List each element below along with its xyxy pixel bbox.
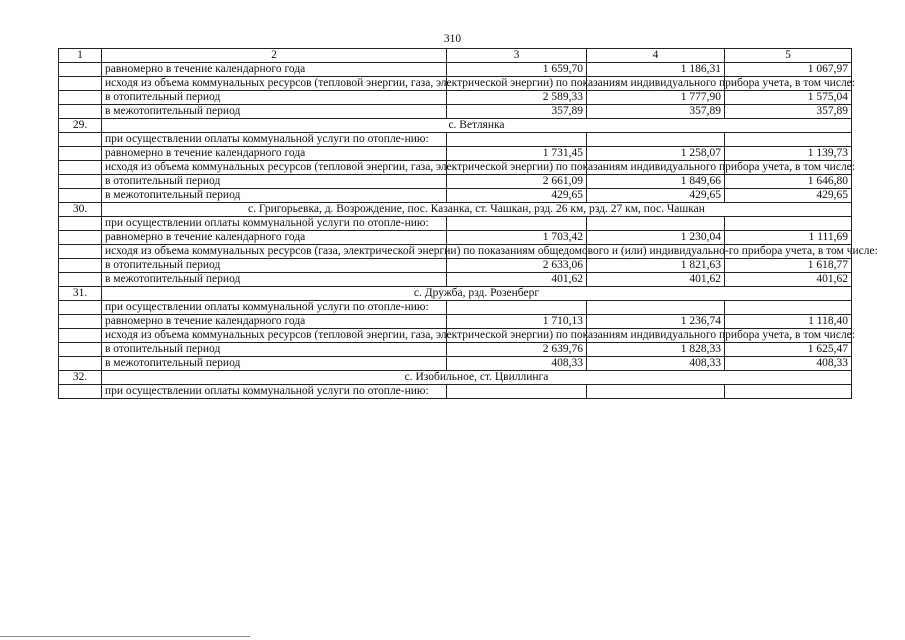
row-label: равномерно в течение календарного года <box>102 315 447 329</box>
value-cell-5: 1 111,69 <box>725 231 852 245</box>
row-label: равномерно в течение календарного года <box>102 147 447 161</box>
text-row <box>59 245 852 259</box>
value-cell-5: 429,65 <box>725 189 852 203</box>
row-label: равномерно в течение календарного года <box>102 231 447 245</box>
table-row <box>59 315 852 329</box>
row-number-cell <box>59 189 102 203</box>
row-number-cell <box>59 217 102 231</box>
value-cell-4: 1 258,07 <box>587 147 725 161</box>
row-number-cell <box>59 385 102 399</box>
value-cell-4: 401,62 <box>587 273 725 287</box>
value-cell-3 <box>447 301 587 315</box>
row-label: в межотопительный период <box>102 357 447 371</box>
value-cell-4: 1 821,63 <box>587 259 725 273</box>
value-cell-5: 1 618,77 <box>725 259 852 273</box>
text-row <box>59 301 852 315</box>
text-row <box>59 385 852 399</box>
table-row <box>59 189 852 203</box>
value-cell-4: 1 849,66 <box>587 175 725 189</box>
value-cell-3: 2 661,09 <box>447 175 587 189</box>
section-title: с. Изобильное, ст. Цвиллинга <box>102 371 852 385</box>
value-cell-4: 357,89 <box>587 105 725 119</box>
section-title: с. Дружба, рзд. Розенберг <box>102 287 852 301</box>
value-cell-5: 1 139,73 <box>725 147 852 161</box>
row-number-cell <box>59 231 102 245</box>
value-cell-5: 357,89 <box>725 105 852 119</box>
row-label: в межотопительный период <box>102 189 447 203</box>
value-cell-4: 408,33 <box>587 357 725 371</box>
value-cell-4: 1 230,04 <box>587 231 725 245</box>
value-cell-5 <box>725 385 852 399</box>
row-label: в межотопительный период <box>102 105 447 119</box>
bottom-rule <box>0 636 250 637</box>
section-title: с. Григорьевка, д. Возрождение, пос. Казанка, ст. Чашкан, рзд. 26 км, рзд. 27 км, пос. Чашкан <box>102 203 852 217</box>
tariff-table <box>58 48 878 399</box>
value-cell-4 <box>587 385 725 399</box>
row-label: в отопительный период <box>102 259 447 273</box>
table-row <box>59 91 852 105</box>
value-cell-4: 1 777,90 <box>587 91 725 105</box>
text-row <box>59 161 852 175</box>
value-cell-3: 2 589,33 <box>447 91 587 105</box>
row-number-cell <box>59 329 102 343</box>
value-cell-3: 2 639,76 <box>447 343 587 357</box>
page-number: 310 <box>443 33 462 45</box>
value-cell-4 <box>587 133 725 147</box>
row-number-cell <box>59 161 102 175</box>
row-number-cell <box>59 105 102 119</box>
value-cell-5: 1 067,97 <box>725 63 852 77</box>
value-cell-5: 1 575,04 <box>725 91 852 105</box>
row-label: исходя из объема коммунальных ресурсов (тепловой энергии, газа, электрической энергии) по показаниям индивидуального прибора учета, в том числе: <box>102 329 447 343</box>
table-row <box>59 175 852 189</box>
value-cell-4 <box>587 301 725 315</box>
table-row <box>59 273 852 287</box>
table-row <box>59 231 852 245</box>
text-row <box>59 329 852 343</box>
section-row <box>59 203 852 217</box>
header-cell-1: 1 <box>59 49 102 63</box>
value-cell-3: 1 710,13 <box>447 315 587 329</box>
row-label: равномерно в течение календарного года <box>102 63 447 77</box>
header-row <box>59 49 852 63</box>
value-cell-3 <box>447 217 587 231</box>
row-label: исходя из объема коммунальных ресурсов (газа, электрической энергии) по показаниям общедомового и (или) индивидуально-го прибора учета, в том числе: <box>102 245 447 259</box>
text-row <box>59 217 852 231</box>
row-number-cell <box>59 273 102 287</box>
value-cell-3: 1 659,70 <box>447 63 587 77</box>
table-row <box>59 147 852 161</box>
table-row <box>59 63 852 77</box>
row-label: в межотопительный период <box>102 273 447 287</box>
value-cell-3: 401,62 <box>447 273 587 287</box>
table-row <box>59 343 852 357</box>
row-number-cell <box>59 147 102 161</box>
row-number-cell <box>59 133 102 147</box>
value-cell-3: 429,65 <box>447 189 587 203</box>
value-cell-5: 1 646,80 <box>725 175 852 189</box>
section-title: с. Ветлянка <box>102 119 852 133</box>
value-cell-3: 1 703,42 <box>447 231 587 245</box>
value-cell-5: 1 625,47 <box>725 343 852 357</box>
table-row <box>59 259 852 273</box>
table-body <box>59 49 878 399</box>
value-cell-4: 429,65 <box>587 189 725 203</box>
row-number-cell <box>59 301 102 315</box>
value-cell-4 <box>587 217 725 231</box>
row-number-cell <box>59 91 102 105</box>
section-number: 29. <box>59 119 102 133</box>
value-cell-3: 408,33 <box>447 357 587 371</box>
value-cell-3 <box>447 385 587 399</box>
value-cell-3: 1 731,45 <box>447 147 587 161</box>
row-label: при осуществлении оплаты коммунальной услуги по отопле-нию: <box>102 217 447 231</box>
text-row <box>59 77 852 91</box>
value-cell-4: 1 236,74 <box>587 315 725 329</box>
value-cell-4: 1 828,33 <box>587 343 725 357</box>
value-cell-3: 357,89 <box>447 105 587 119</box>
section-number: 32. <box>59 371 102 385</box>
value-cell-3 <box>447 133 587 147</box>
table-row <box>59 105 852 119</box>
row-number-cell <box>59 259 102 273</box>
row-label: при осуществлении оплаты коммунальной услуги по отопле-нию: <box>102 301 447 315</box>
value-cell-5: 1 118,40 <box>725 315 852 329</box>
row-number-cell <box>59 343 102 357</box>
row-number-cell <box>59 315 102 329</box>
row-label: при осуществлении оплаты коммунальной услуги по отопле-нию: <box>102 385 447 399</box>
section-row <box>59 371 852 385</box>
text-row <box>59 133 852 147</box>
row-number-cell <box>59 175 102 189</box>
header-cell-5: 5 <box>725 49 852 63</box>
row-label: при осуществлении оплаты коммунальной услуги по отопле-нию: <box>102 133 447 147</box>
row-label: исходя из объема коммунальных ресурсов (тепловой энергии, газа, электрической энергии) по показаниям индивидуального прибора учета, в том числе: <box>102 161 447 175</box>
row-number-cell <box>59 77 102 91</box>
value-cell-5 <box>725 133 852 147</box>
row-label: в отопительный период <box>102 175 447 189</box>
header-cell-2: 2 <box>102 49 447 63</box>
section-row <box>59 119 852 133</box>
value-cell-3: 2 633,06 <box>447 259 587 273</box>
header-cell-3: 3 <box>447 49 587 63</box>
row-number-cell <box>59 357 102 371</box>
header-cell-4: 4 <box>587 49 725 63</box>
value-cell-5 <box>725 301 852 315</box>
row-label: в отопительный период <box>102 343 447 357</box>
value-cell-4: 1 186,31 <box>587 63 725 77</box>
value-cell-5 <box>725 217 852 231</box>
row-label: исходя из объема коммунальных ресурсов (тепловой энергии, газа, электрической энергии) по показаниям индивидуального прибора учета, в том числе: <box>102 77 447 91</box>
table-row <box>59 357 852 371</box>
row-number-cell <box>59 245 102 259</box>
section-number: 30. <box>59 203 102 217</box>
section-row <box>59 287 852 301</box>
row-number-cell <box>59 63 102 77</box>
value-cell-5: 401,62 <box>725 273 852 287</box>
section-number: 31. <box>59 287 102 301</box>
row-label: в отопительный период <box>102 91 447 105</box>
value-cell-5: 408,33 <box>725 357 852 371</box>
